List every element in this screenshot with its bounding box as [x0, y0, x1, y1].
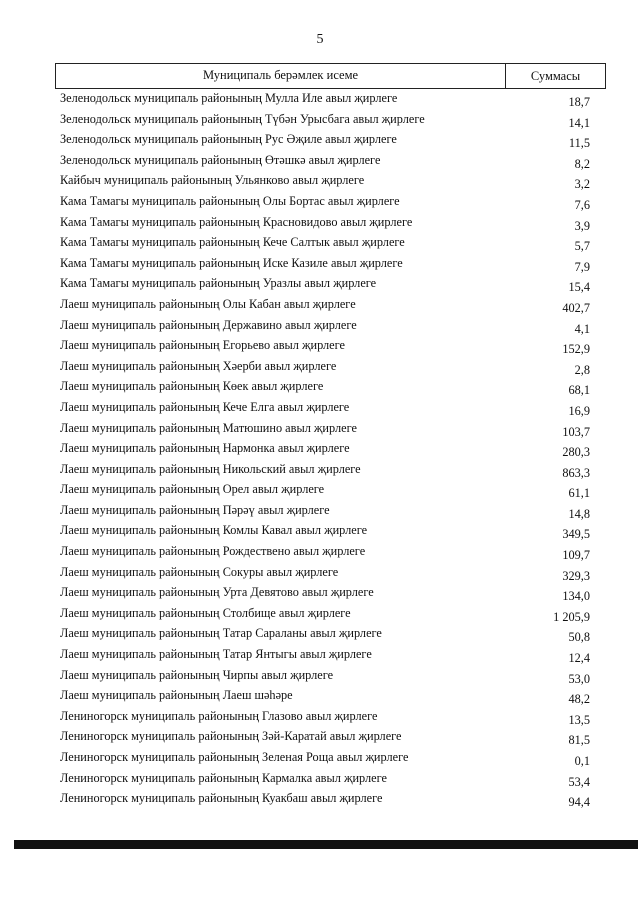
row-municipality-name: Лаеш муниципаль районының Хәерби авыл җирлеге	[60, 358, 337, 373]
row-sum: 53,0	[568, 671, 590, 686]
row-sum: 94,4	[568, 795, 590, 810]
table-row	[0, 748, 640, 769]
row-municipality-name: Лаеш муниципаль районының Пәрәү авыл җирлеге	[60, 502, 330, 517]
scan-border-bar	[14, 840, 638, 849]
row-sum: 863,3	[562, 465, 590, 480]
table-row	[0, 419, 640, 440]
row-municipality-name: Кама Тамагы муниципаль районының Уразлы авыл җирлеге	[60, 276, 377, 291]
row-municipality-name: Зеленодольск муниципаль районының Рус Әҗиле авыл җирлеге	[60, 132, 397, 147]
row-sum: 280,3	[562, 445, 590, 460]
row-municipality-name: Лаеш муниципаль районының Кече Елга авыл җирлеге	[60, 399, 350, 414]
row-sum: 16,9	[568, 403, 590, 418]
row-sum: 3,9	[574, 218, 590, 233]
table-row	[0, 563, 640, 584]
row-sum: 7,9	[574, 259, 590, 274]
row-municipality-name: Кама Тамагы муниципаль районының Олы Бортас авыл җирлеге	[60, 193, 400, 208]
table-row	[0, 192, 640, 213]
table-row	[0, 501, 640, 522]
table-row	[0, 110, 640, 131]
table-row	[0, 789, 640, 810]
row-sum: 103,7	[562, 424, 590, 439]
row-sum: 2,8	[574, 362, 590, 377]
row-sum: 8,2	[574, 156, 590, 171]
row-sum: 48,2	[568, 692, 590, 707]
table-row	[0, 604, 640, 625]
table-row	[0, 624, 640, 645]
row-municipality-name: Лаеш муниципаль районының Сокуры авыл җирлеге	[60, 564, 339, 579]
row-municipality-name: Лаеш муниципаль районының Олы Кабан авыл җирлеге	[60, 296, 356, 311]
row-municipality-name: Лаеш муниципаль районының Лаеш шәһәре	[60, 688, 293, 703]
table-row	[0, 645, 640, 666]
table-row	[0, 254, 640, 275]
row-municipality-name: Зеленодольск муниципаль районының Түбән Урысбага авыл җирлеге	[60, 111, 425, 126]
table-row	[0, 542, 640, 563]
row-sum: 152,9	[562, 342, 590, 357]
row-municipality-name: Лениногорск муниципаль районының Кармалка авыл җирлеге	[60, 770, 387, 785]
row-municipality-name: Лениногорск муниципаль районының Зәй-Каратай авыл җирлеге	[60, 729, 402, 744]
table-row	[0, 727, 640, 748]
table-row	[0, 583, 640, 604]
row-municipality-name: Кайбыч муниципаль районының Ульянково авыл җирлеге	[60, 173, 365, 188]
row-municipality-name: Лаеш муниципаль районының Егорьево авыл җирлеге	[60, 338, 345, 353]
table-row	[0, 89, 640, 110]
row-sum: 11,5	[568, 136, 590, 151]
row-municipality-name: Лаеш муниципаль районының Державино авыл җирлеге	[60, 317, 357, 332]
row-municipality-name: Лаеш муниципаль районының Столбище авыл җирлеге	[60, 605, 351, 620]
table-body	[0, 89, 640, 810]
row-sum: 4,1	[574, 321, 590, 336]
table-row	[0, 439, 640, 460]
row-sum: 68,1	[568, 383, 590, 398]
header-sum: Суммасы	[530, 69, 581, 83]
row-sum: 329,3	[562, 568, 590, 583]
row-municipality-name: Зеленодольск муниципаль районының Өтәшкә авыл җирлеге	[60, 152, 381, 167]
row-sum: 1 205,9	[553, 609, 590, 624]
row-sum: 18,7	[568, 95, 590, 109]
row-municipality-name: Лаеш муниципаль районының Никольский авыл җирлеге	[60, 461, 361, 476]
row-sum: 0,1	[574, 754, 590, 768]
row-sum: 3,2	[574, 177, 590, 192]
row-sum: 53,4	[568, 774, 590, 789]
row-sum: 14,8	[568, 506, 590, 521]
table-row	[0, 233, 640, 254]
table-row	[0, 213, 640, 234]
row-sum: 13,5	[568, 712, 590, 727]
row-sum: 5,7	[574, 239, 590, 254]
table-header	[55, 63, 606, 89]
header-municipality-name: Муниципаль берәмлек исеме	[56, 64, 506, 88]
row-sum: 14,1	[568, 115, 590, 130]
table-row	[0, 480, 640, 501]
row-municipality-name: Лаеш муниципаль районының Матюшино авыл җирлеге	[60, 420, 357, 435]
row-municipality-name: Лаеш муниципаль районының Орел авыл җирлеге	[60, 482, 325, 497]
table-row	[0, 171, 640, 192]
table-row	[0, 666, 640, 687]
table-row	[0, 357, 640, 378]
row-sum: 15,4	[568, 280, 590, 295]
table-row	[0, 460, 640, 481]
row-municipality-name: Лаеш муниципаль районының Татар Янтыгы авыл җирлеге	[60, 647, 372, 662]
row-municipality-name: Лаеш муниципаль районының Чирпы авыл җирлеге	[60, 667, 334, 682]
table-row	[0, 377, 640, 398]
table-row	[0, 769, 640, 790]
row-municipality-name: Кама Тамагы муниципаль районының Красновидово авыл җирлеге	[60, 214, 413, 229]
row-sum: 81,5	[568, 733, 590, 748]
row-sum: 7,6	[574, 197, 590, 212]
table-row	[0, 336, 640, 357]
table-row	[0, 686, 640, 707]
row-sum: 12,4	[568, 651, 590, 666]
row-sum: 61,1	[568, 486, 590, 501]
table-row	[0, 707, 640, 728]
row-municipality-name: Лаеш муниципаль районының Рождествено авыл җирлеге	[60, 544, 366, 559]
row-municipality-name: Зеленодольск муниципаль районының Мулла Иле авыл җирлеге	[60, 91, 398, 105]
row-municipality-name: Лаеш муниципаль районының Көек авыл җирлеге	[60, 379, 324, 394]
row-municipality-name: Лаеш муниципаль районының Татар Сараланы авыл җирлеге	[60, 626, 382, 641]
table-row	[0, 274, 640, 295]
row-municipality-name: Лаеш муниципаль районының Комлы Кавал авыл җирлеге	[60, 523, 368, 538]
page-number: 5	[316, 32, 324, 47]
row-sum: 134,0	[562, 589, 590, 604]
row-municipality-name: Лениногорск муниципаль районының Куакбаш авыл җирлеге	[60, 791, 383, 806]
table-row	[0, 151, 640, 172]
table-row	[0, 130, 640, 151]
row-municipality-name: Лаеш муниципаль районының Урта Девятово авыл җирлеге	[60, 585, 374, 600]
table-row	[0, 316, 640, 337]
row-municipality-name: Лениногорск муниципаль районының Глазово авыл җирлеге	[60, 708, 378, 723]
row-municipality-name: Кама Тамагы муниципаль районының Кече Салтык авыл җирлеге	[60, 235, 405, 250]
row-sum: 402,7	[562, 300, 590, 315]
row-sum: 50,8	[568, 630, 590, 645]
row-municipality-name: Кама Тамагы муниципаль районының Иске Казиле авыл җирлеге	[60, 255, 403, 270]
table-row	[0, 295, 640, 316]
table-row	[0, 521, 640, 542]
table-row	[0, 398, 640, 419]
row-municipality-name: Лениногорск муниципаль районының Зеленая Роща авыл җирлеге	[60, 750, 409, 764]
row-municipality-name: Лаеш муниципаль районының Нармонка авыл җирлеге	[60, 441, 350, 456]
row-sum: 109,7	[562, 548, 590, 563]
row-sum: 349,5	[562, 527, 590, 542]
